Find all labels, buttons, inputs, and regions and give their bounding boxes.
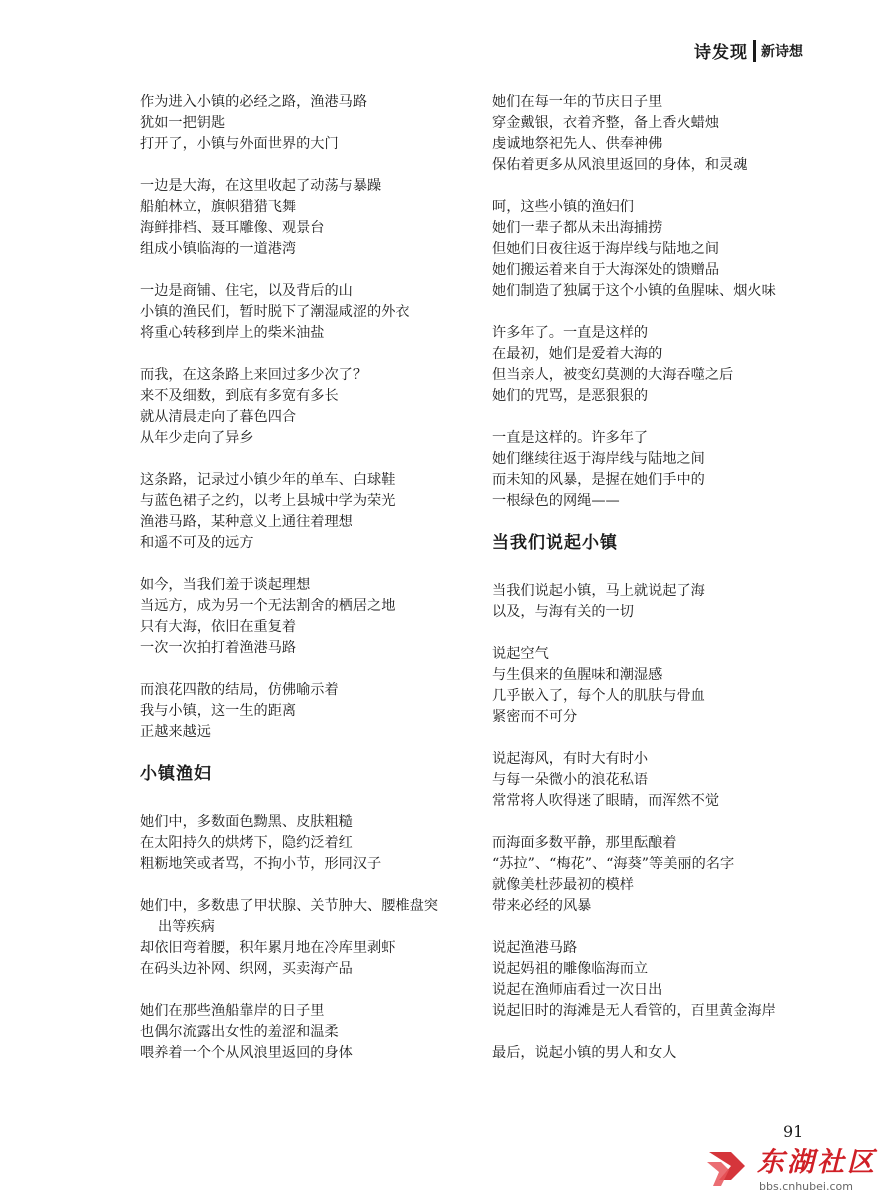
poem-line: 虔诚地祭祀先人、供奉神佛 (492, 136, 663, 152)
poem-line: 将重心转移到岸上的柴米油盐 (140, 325, 325, 341)
stanza (140, 680, 440, 743)
stanza (492, 938, 792, 1022)
poem-line: 呵，这些小镇的渔妇们 (492, 199, 634, 215)
poem-line: “苏拉”、“梅花”、“海葵”等美丽的名字 (492, 856, 735, 872)
stanza (140, 896, 440, 980)
poem-line: 紧密而不可分 (492, 709, 578, 725)
poem-line: 喂养着一个个从风浪里返回的身体 (140, 1045, 353, 1061)
stanza (492, 833, 792, 917)
poem-line: 她们一辈子都从未出海捕捞 (492, 220, 663, 236)
poem-line: 她们搬运着来自于大海深处的馈赠品 (492, 262, 720, 278)
poem-line: 在太阳持久的烘烤下，隐约泛着红 (140, 835, 353, 851)
poem-line: 保佑着更多从风浪里返回的身体，和灵魂 (492, 157, 748, 173)
poem-line: 说起旧时的海滩是无人看管的，百里黄金海岸 (492, 1003, 776, 1019)
poem-line: 犹如一把钥匙 (140, 115, 226, 131)
poem-line: 只有大海，依旧在重复着 (140, 619, 297, 635)
poem-fisherwomen-continued (492, 92, 792, 512)
poem-fisherwomen (140, 812, 440, 1064)
poem-line: 船舶林立，旗帜猎猎飞舞 (140, 199, 297, 215)
poem-line: 她们中，多数患了甲状腺、关节肿大、腰椎盘突出等疾病 (140, 898, 438, 935)
stanza (140, 176, 440, 260)
poem-line: 说起海风，有时大有时小 (492, 751, 649, 767)
poem-line: 如今，当我们羞于谈起理想 (140, 577, 311, 593)
header-divider (753, 40, 756, 62)
poem-line: 说起渔港马路 (492, 940, 578, 956)
poem-line: 和遥不可及的远方 (140, 535, 254, 551)
poem-line: 渔港马路，某种意义上通往着理想 (140, 514, 353, 530)
poem-line: 说起空气 (492, 646, 549, 662)
poem-line: 说起在渔师庙看过一次日出 (492, 982, 663, 998)
poem-line: 一直是这样的。许多年了 (492, 430, 649, 446)
poem-line: 但她们日夜往返于海岸线与陆地之间 (492, 241, 720, 257)
poem-line: 许多年了。一直是这样的 (492, 325, 649, 341)
left-column (140, 92, 440, 1085)
watermark-logo-icon (705, 1142, 753, 1190)
poem-line: 她们继续往返于海岸线与陆地之间 (492, 451, 705, 467)
poem-title-town: 当我们说起小镇 (492, 533, 618, 553)
stanza (140, 575, 440, 659)
poem-line: 带来必经的风暴 (492, 898, 592, 914)
page-number: 91 (783, 1122, 804, 1141)
poem-line: 作为进入小镇的必经之路，渔港马路 (140, 94, 368, 110)
poem-line: 在码头边补网、织网，买卖海产品 (140, 961, 353, 977)
poem-line: 也偶尔流露出女性的羞涩和温柔 (140, 1024, 339, 1040)
poem-line: 当远方，成为另一个无法割舍的栖居之地 (140, 598, 396, 614)
poem-line: 我与小镇，这一生的距离 (140, 703, 297, 719)
poem-line: 与每一朵微小的浪花私语 (492, 772, 649, 788)
stanza (140, 470, 440, 554)
poem-line: 一边是大海，在这里收起了动荡与暴躁 (140, 178, 382, 194)
watermark-url: bbs.cnhubei.com (759, 1180, 853, 1193)
poem-line: 她们在每一年的节庆日子里 (492, 94, 663, 110)
stanza (492, 1043, 792, 1064)
poem-line: 而我，在这条路上来回过多少次了？ (140, 367, 368, 383)
poem-line: 海鲜排档、聂耳雕像、观景台 (140, 220, 325, 236)
stanza (140, 365, 440, 449)
section-title: 诗发现 (694, 43, 748, 63)
poem-line: 一根绿色的网绳—— (492, 493, 620, 509)
subsection-title: 新诗想 (761, 43, 803, 60)
poem-line: 她们的咒骂，是恶狠狠的 (492, 388, 649, 404)
poem-line: 以及，与海有关的一切 (492, 604, 634, 620)
poem-line: 打开了，小镇与外面世界的大门 (140, 136, 339, 152)
poem-line: 穿金戴银，衣着齐整，备上香火蜡烛 (492, 115, 720, 131)
stanza (492, 428, 792, 512)
stanza (492, 92, 792, 176)
stanza (492, 197, 792, 302)
poem-line: 与蓝色裙子之约，以考上县城中学为荣光 (140, 493, 396, 509)
running-header (694, 38, 803, 63)
stanza (492, 323, 792, 407)
poem-line: 从年少走向了异乡 (140, 430, 254, 446)
poem-line: 与生俱来的鱼腥味和潮湿感 (492, 667, 663, 683)
poem-line: 但当亲人，被变幻莫测的大海吞噬之后 (492, 367, 734, 383)
poem-line: 她们在那些渔船靠岸的日子里 (140, 1003, 325, 1019)
stanza (140, 1001, 440, 1064)
right-column (492, 92, 792, 1085)
poem-line: 来不及细数，到底有多宽有多长 (140, 388, 339, 404)
poem-line: 却依旧弯着腰，积年累月地在冷库里剥虾 (140, 940, 396, 956)
poem-line: 一边是商铺、住宅，以及背后的山 (140, 283, 353, 299)
stanza (492, 581, 792, 623)
watermark (705, 1138, 885, 1200)
poem-line: 这条路，记录过小镇少年的单车、白球鞋 (140, 472, 396, 488)
poem-line: 小镇的渔民们，暂时脱下了潮湿咸涩的外衣 (140, 304, 410, 320)
stanza (140, 281, 440, 344)
poem-line: 在最初，她们是爱着大海的 (492, 346, 663, 362)
poem-line: 一次一次拍打着渔港马路 (140, 640, 297, 656)
stanza (140, 92, 440, 155)
poem-line: 组成小镇临海的一道港湾 (140, 241, 297, 257)
poem-line: 她们中，多数面色黝黑、皮肤粗糙 (140, 814, 353, 830)
poem-town (492, 581, 792, 1064)
poem-line: 最后，说起小镇的男人和女人 (492, 1045, 677, 1061)
poem-line: 正越来越远 (140, 724, 211, 740)
poem-line: 她们制造了独属于这个小镇的鱼腥味、烟火味 (492, 283, 776, 299)
poem-line: 说起妈祖的雕像临海而立 (492, 961, 649, 977)
poem-continued (140, 92, 440, 743)
stanza (492, 749, 792, 812)
poem-line: 粗粝地笑或者骂，不拘小节，形同汉子 (140, 856, 382, 872)
stanza (140, 812, 440, 875)
watermark-text: 东湖社区 (757, 1147, 877, 1178)
poem-title-fisherwomen: 小镇渔妇 (140, 764, 212, 784)
poem-line: 而海面多数平静，那里酝酿着 (492, 835, 677, 851)
stanza (492, 644, 792, 728)
poem-line: 而浪花四散的结局，仿佛喻示着 (140, 682, 339, 698)
poem-line: 几乎嵌入了，每个人的肌肤与骨血 (492, 688, 705, 704)
poem-line: 常常将人吹得迷了眼睛，而浑然不觉 (492, 793, 720, 809)
poem-line: 当我们说起小镇，马上就说起了海 (492, 583, 705, 599)
poem-line: 就从清晨走向了暮色四合 (140, 409, 297, 425)
poem-line: 而未知的风暴，是握在她们手中的 (492, 472, 705, 488)
poem-line: 就像美杜莎最初的模样 (492, 877, 634, 893)
